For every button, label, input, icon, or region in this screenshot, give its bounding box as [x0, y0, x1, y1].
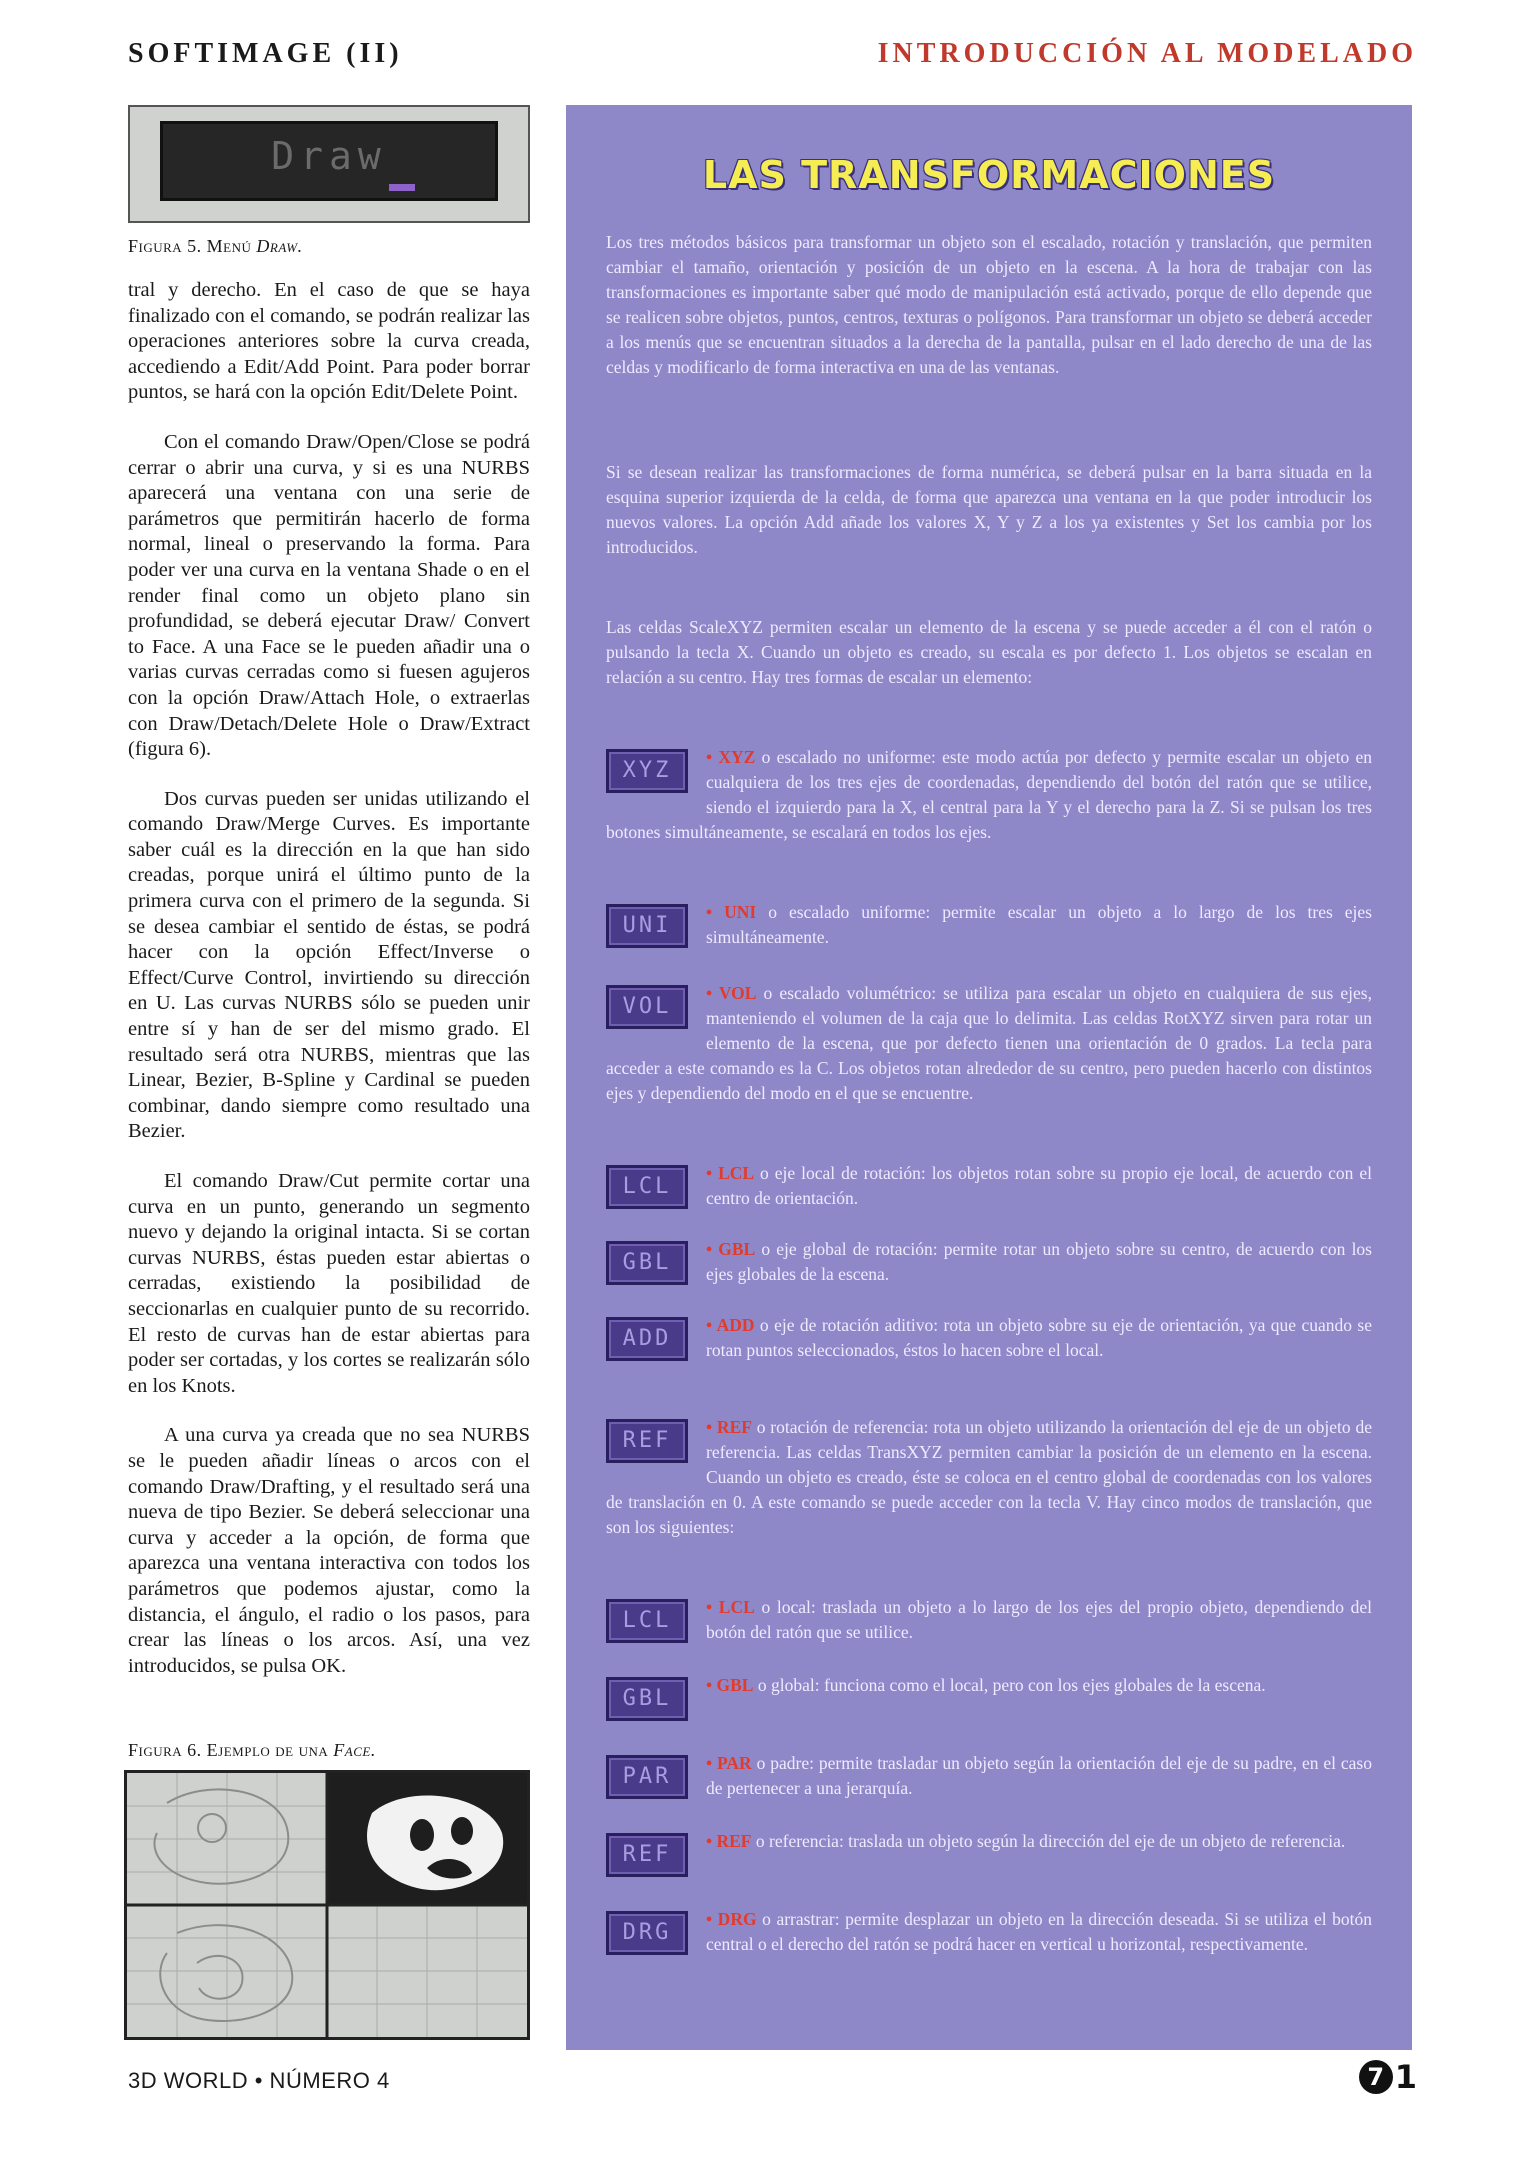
item-rot-ref	[606, 1415, 1372, 1540]
intro-3-text: Las celdas ScaleXYZ permiten escalar un elemento de la escena y se puede acceder a él con el ratón o pulsando la tecla X. Cuando un objeto es creado, su escala es por defecto 1. Los objetos se escalan en relación a su centro. Hay tres formas de escalar un elemento:	[606, 617, 1372, 687]
xyz-cell-icon: XYZ	[606, 749, 688, 793]
paragraph-5: A una curva ya creada que no sea NURBS se le pueden añadir líneas o arcos con el comando Draw/Drafting, y el resultado será una nueva de tipo Bezier. Se deberá seleccionar una curva y acceder a la opción, de forma que aparezca una ventana interactiva con todos los parámetros que podemos ajustar, como la distancia, el ángulo, el radio o los pasos, para crear las líneas o los arcos. Así, una vez introducidos, se pulsa OK.	[128, 1424, 530, 1677]
face-viewports	[127, 1773, 527, 2037]
item-scale-vol	[606, 981, 1372, 1106]
draw-menu-cell	[160, 121, 498, 201]
sidebar-title: LAS TRANSFORMACIONES	[702, 153, 1276, 197]
intro-1-text: Los tres métodos básicos para transformar un objeto son el escalado, rotación y translación, que permiten cambiar el tamaño, orientación y posición de un objeto en la escena. A la hora de trabajar con las transformaciones es importante saber qué modo de manipulación está activado, porque de ello depende que se realicen sobre objetos, puntos, centros, texturas o polígonos. Para transformar un objeto se deberá acceder a los menús que se encuentran situados a la derecha de la pantalla, pulsar en el lado derecho de una de las celdas y modificarlo de forma interactiva en una de las ventanas.	[606, 232, 1372, 377]
item-key: • REF	[706, 1831, 752, 1851]
paragraph-3: Dos curvas pueden ser unidas utilizando el comando Draw/Merge Curves. Es importante saber cuál es la dirección en la que han sido creadas, porque unirá el último punto de la primera curva con el primero de la segunda. Si se desea cambiar el sentido de éstas, se podrá hacer con la opción Effect/Inverse o Effect/Curve Control, invirtiendo su dirección en U. Las curvas NURBS sólo se pueden unir entre sí y han de ser del mismo grado. El resultado será otra NURBS, mientras que las Linear, Bezier, B-Spline y Cardinal se pueden combinar, dando siempre como resultado una Bezier.	[128, 787, 530, 1143]
draw-menu-label: Draw	[271, 134, 387, 178]
item-scale-xyz	[606, 745, 1372, 845]
page-number-circle: 7	[1359, 2060, 1393, 2094]
add-cell-icon: ADD	[606, 1317, 688, 1361]
item-text: o escalado volumétrico: se utiliza para escalar un objeto en cualquiera de sus ejes, manteniendo el volumen de la caja que lo delimita. Las celdas RotXYZ sirven para rotar un elemento de la escena, que por defecto tienen una orientación de 0 grados. La tecla para acceder a este comando es la C. Los objetos rotan alrededor de su centro, pero pueden hacerlo con distintos ejes y dependiendo del modo en el que se encuentre.	[606, 983, 1372, 1103]
vol-cell-icon: VOL	[606, 985, 688, 1029]
item-trans-ref	[606, 1829, 1372, 1881]
running-header-left: SOFTIMAGE (II)	[128, 38, 403, 69]
running-header-right: INTRODUCCIÓN AL MODELADO	[877, 38, 1417, 69]
transformations-sidebar	[566, 105, 1412, 2050]
caption-italic: Face.	[333, 1740, 376, 1760]
ref-cell-icon: REF	[606, 1419, 688, 1463]
sidebar-intro-3	[606, 615, 1372, 690]
caption-text: Figura 6. Ejemplo de una	[128, 1740, 334, 1760]
gbl-cell-icon: GBL	[606, 1241, 688, 1285]
paragraph-4: El comando Draw/Cut permite cortar una curva en un punto, generando un segmento nuevo y dejando la original intacta. Si se cortan curvas NURBS, éstas pueden estar abiertas o cerradas, existiendo la posibilidad de seccionarlas en cualquier punto de su recorrido. El resto de curvas han de estar abiertas para poder ser cortadas, y los cortes se realizarán sólo en los Knots.	[128, 1170, 530, 1397]
figure-5-draw-menu	[128, 105, 530, 223]
item-text: o rotación de referencia: rota un objeto utilizando la orientación del eje de un objeto de referencia. Las celdas TransXYZ permiten cambiar la posición de un elemento en la escena. Cuando un objeto es creado, éste se coloca en el centro global de coordenadas con los valores de translación en 0. A este comando se puede acceder con la tecla V. Hay cinco modos de translación, que son los siguientes:	[606, 1417, 1372, 1537]
lcl-cell-icon: LCL	[606, 1599, 688, 1643]
intro-2-text: Si se desean realizar las transformaciones de forma numérica, se deberá pulsar en la barra situada en la esquina superior izquierda de la celda, de forma que aparezca una ventana en la que poder introducir los nuevos valores. La opción Add añade los valores X, Y y Z a los ya existentes y Set los cambia por los introducidos.	[606, 462, 1372, 557]
par-cell-icon: PAR	[606, 1755, 688, 1799]
figure-5-caption	[128, 236, 303, 257]
item-text: o escalado no uniforme: este modo actúa por defecto y permite escalar un objeto en cualquiera de los tres ejes de coordenadas, dependiendo del botón del ratón que se utilice, siendo el izquierdo para la X, el central para la Y y el derecho para la Z. Si se pulsan los tres botones simultáneamente, se escalará en todos los ejes.	[606, 747, 1372, 842]
item-key: • LCL	[706, 1163, 755, 1183]
paragraph-2: Con el comando Draw/Open/Close se podrá cerrar o abrir una curva, y si es una NURBS aparecerá una ventana con una serie de parámetros que permitirán hacerlo de forma normal, lineal o preservando la forma. Para poder ver una curva en la ventana Shade o en el render final como un objeto plano sin profundidad, se deberá ejecutar Draw/ Convert to Face. A una Face se le pueden añadir una o varias curvas cerradas como si fuesen agujeros con la opción Draw/Attach Hole, o extraerlas con Draw/Detach/Delete Hole o Draw/Extract (figura 6).	[128, 430, 530, 761]
item-key: • GBL	[706, 1675, 754, 1695]
caption-italic: Draw.	[256, 236, 303, 256]
item-trans-gbl	[606, 1673, 1372, 1725]
ref-cell-icon: REF	[606, 1833, 688, 1877]
figure-6-face-example	[124, 1770, 530, 2040]
page-number	[1359, 2058, 1417, 2096]
figure-6-caption	[128, 1740, 376, 1761]
menu-cursor	[389, 184, 415, 191]
paragraph-1: tral y derecho. En el caso de que se haya finalizado con el comando, se podrán realizar las operaciones anteriores sobre la curva creada, accediendo a Edit/Add Point. Para poder borrar puntos, se hará con la opción Edit/Delete Point.	[128, 279, 530, 404]
item-key: • VOL	[706, 983, 757, 1003]
item-text: o arrastrar: permite desplazar un objeto en la dirección deseada. Si se utiliza el botón central o el derecho del ratón se podrá hacer en vertical u horizontal, respectivamente.	[706, 1909, 1373, 1954]
item-rot-gbl	[606, 1237, 1372, 1289]
item-key: • LCL	[706, 1597, 755, 1617]
item-key: • GBL	[706, 1239, 756, 1259]
item-key: • REF	[706, 1417, 752, 1437]
sidebar-intro-1	[606, 230, 1372, 380]
item-text: o local: traslada un objeto a lo largo de los ejes del propio objeto, dependiendo del botón del ratón que se utilice.	[706, 1597, 1372, 1642]
lcl-cell-icon: LCL	[606, 1165, 688, 1209]
item-trans-par	[606, 1751, 1372, 1803]
item-key: • UNI	[706, 902, 757, 922]
gbl-cell-icon: GBL	[606, 1677, 688, 1721]
item-text: o eje local de rotación: los objetos rotan sobre su propio eje local, de acuerdo con el centro de orientación.	[706, 1163, 1372, 1208]
item-key: • ADD	[706, 1315, 755, 1335]
page-number-digit: 1	[1394, 2058, 1417, 2096]
sidebar-intro-2	[606, 460, 1372, 560]
item-text: o padre: permite trasladar un objeto según la orientación del eje de su padre, en el caso de pertenecer a una jerarquía.	[706, 1753, 1372, 1798]
item-trans-lcl	[606, 1595, 1372, 1647]
item-trans-drg	[606, 1907, 1372, 1959]
caption-text: Figura 5. Menú	[128, 236, 257, 256]
item-key: • XYZ	[706, 747, 756, 767]
item-rot-add	[606, 1313, 1372, 1365]
item-key: • PAR	[706, 1753, 752, 1773]
left-column-text	[128, 278, 530, 1703]
item-text: o eje de rotación aditivo: rota un objeto sobre su eje de orientación, ya que cuando se rotan puntos seleccionados, éstos lo hacen sobre el local.	[706, 1315, 1372, 1360]
item-text: o eje global de rotación: permite rotar un objeto sobre su centro, de acuerdo con los ejes globales de la escena.	[706, 1239, 1372, 1284]
item-key: • DRG	[706, 1909, 757, 1929]
footer-magazine-issue: 3D WORLD • NÚMERO 4	[128, 2068, 390, 2093]
drg-cell-icon: DRG	[606, 1911, 688, 1955]
item-rot-lcl	[606, 1161, 1372, 1213]
item-text: o referencia: traslada un objeto según la dirección del eje de un objeto de referencia.	[751, 1831, 1346, 1851]
uni-cell-icon: UNI	[606, 904, 688, 948]
item-text: o global: funciona como el local, pero con los ejes globales de la escena.	[753, 1675, 1266, 1695]
item-text: o escalado uniforme: permite escalar un objeto a lo largo de los tres ejes simultáneamente.	[706, 902, 1372, 947]
item-scale-uni	[606, 900, 1372, 952]
